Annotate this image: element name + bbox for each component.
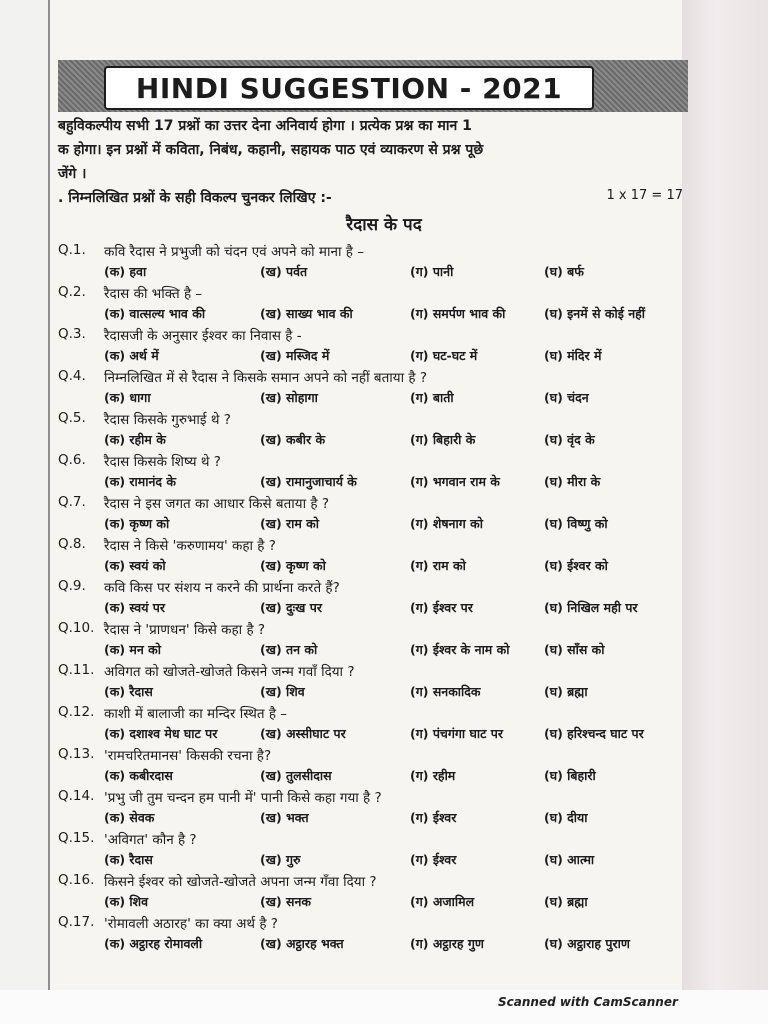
- page-left-edge: [48, 0, 50, 990]
- question-row: [58, 746, 683, 767]
- question-number: Q.12.: [58, 704, 95, 720]
- option-3: (ग) सनकादिक: [410, 684, 481, 699]
- question-row: [58, 536, 683, 557]
- option-2: (ख) पर्वत: [260, 264, 308, 279]
- question-row: [58, 368, 683, 389]
- option-4: (घ) साँस को: [544, 642, 605, 657]
- question-text: रैदास ने इस जगत का आधार किसे बताया है ?: [104, 496, 330, 512]
- option-1: (क) कबीरदास: [104, 768, 173, 783]
- intro-line: क होगा। इन प्रश्नों में कविता, निबंध, कहानी, सहायक पाठ एवं व्याकरण से प्रश्न पूछे: [58, 142, 484, 158]
- options-row: [104, 389, 684, 410]
- option-4: (घ) चंदन: [544, 390, 589, 405]
- question-row: [58, 326, 683, 347]
- question-row: [58, 410, 683, 431]
- option-1: (क) रैदास: [104, 852, 153, 867]
- question-number: Q.16.: [58, 872, 95, 888]
- question-list: [58, 242, 683, 956]
- option-3: (ग) बाती: [410, 390, 454, 405]
- option-3: (ग) ईश्वर: [410, 810, 457, 825]
- question-item: [58, 494, 683, 536]
- question-row: [58, 494, 683, 515]
- options-row: [104, 893, 684, 914]
- question-item: [58, 704, 683, 746]
- option-2: (ख) गुरु: [260, 852, 301, 867]
- question-number: Q.14.: [58, 788, 95, 804]
- intro-line: जेंगे ।: [58, 166, 87, 182]
- option-2: (ख) तन को: [260, 642, 318, 657]
- options-row: [104, 263, 684, 284]
- question-text: रैदास किसके शिष्य थे ?: [104, 454, 221, 470]
- options-row: [104, 683, 684, 704]
- question-text: 'प्रभु जी तुम चन्दन हम पानी में' पानी किसे कहा गया है ?: [104, 790, 382, 806]
- option-4: (घ) मीरा के: [544, 474, 601, 489]
- question-text: किसने ईश्वर को खोजते-खोजते अपना जन्म गँवा दिया ?: [104, 874, 377, 890]
- options-row: [104, 725, 684, 746]
- question-row: [58, 578, 683, 599]
- option-1: (क) कृष्ण को: [104, 516, 170, 531]
- options-row: [104, 305, 684, 326]
- question-text: निम्नलिखित में से रैदास ने किसके समान अपने को नहीं बताया है ?: [104, 370, 428, 386]
- question-item: [58, 284, 683, 326]
- question-text: रैदासजी के अनुसार ईश्वर का निवास है -: [104, 328, 302, 344]
- option-1: (क) दशाश्व मेध घाट पर: [104, 726, 218, 741]
- page-title: HINDI SUGGESTION - 2021: [104, 66, 594, 110]
- scanner-watermark: Scanned with CamScanner: [498, 995, 678, 1009]
- option-3: (ग) पानी: [410, 264, 454, 279]
- options-row: [104, 935, 684, 956]
- question-text: 'अविगत' कौन है ?: [104, 832, 197, 848]
- question-number: Q.5.: [58, 410, 86, 426]
- question-text: रैदास की भक्ति है –: [104, 286, 203, 302]
- instruction-row: [58, 188, 683, 210]
- instruction-text: . निम्नलिखित प्रश्नों के सही विकल्प चुनकर लिखिए :-: [58, 190, 332, 206]
- question-item: [58, 410, 683, 452]
- question-item: [58, 662, 683, 704]
- option-1: (क) हवा: [104, 264, 147, 279]
- question-text: रैदास किसके गुरुभाई थे ?: [104, 412, 231, 428]
- intro-paragraph: [58, 114, 683, 186]
- question-item: [58, 326, 683, 368]
- options-row: [104, 557, 684, 578]
- option-3: (ग) समर्पण भाव की: [410, 306, 506, 321]
- option-3: (ग) अट्ठारह गुण: [410, 936, 484, 951]
- question-text: 'रोमावली अठारह' का क्या अर्थ है ?: [104, 916, 278, 932]
- question-number: Q.8.: [58, 536, 86, 552]
- option-4: (घ) आत्मा: [544, 852, 595, 867]
- option-4: (घ) ईश्वर को: [544, 558, 608, 573]
- question-item: [58, 914, 683, 956]
- option-3: (ग) भगवान राम के: [410, 474, 500, 489]
- question-text: रैदास ने 'प्राणधन' किसे कहा है ?: [104, 622, 266, 638]
- options-row: [104, 809, 684, 830]
- option-2: (ख) तुलसीदास: [260, 768, 332, 783]
- option-3: (ग) पंचगंगा घाट पर: [410, 726, 504, 741]
- question-item: [58, 578, 683, 620]
- options-row: [104, 851, 684, 872]
- option-1: (क) वात्सल्य भाव की: [104, 306, 206, 321]
- option-1: (क) रहीम के: [104, 432, 166, 447]
- question-row: [58, 662, 683, 683]
- question-row: [58, 704, 683, 725]
- option-1: (क) स्वयं पर: [104, 600, 166, 615]
- option-2: (ख) सनक: [260, 894, 311, 909]
- option-2: (ख) शिव: [260, 684, 305, 699]
- question-item: [58, 788, 683, 830]
- option-4: (घ) ब्रह्मा: [544, 684, 588, 699]
- question-number: Q.2.: [58, 284, 86, 300]
- option-1: (क) स्वयं को: [104, 558, 166, 573]
- option-2: (ख) रामानुजाचार्य के: [260, 474, 357, 489]
- question-text: कवि रैदास ने प्रभुजी को चंदन एवं अपने को माना है –: [104, 244, 364, 260]
- option-4: (घ) मंदिर में: [544, 348, 602, 363]
- option-4: (घ) निखिल मही पर: [544, 600, 638, 615]
- option-3: (ग) घट-घट में: [410, 348, 478, 363]
- option-2: (ख) अस्सीघाट पर: [260, 726, 346, 741]
- option-2: (ख) कृष्ण को: [260, 558, 326, 573]
- option-4: (घ) दीया: [544, 810, 588, 825]
- option-3: (ग) बिहारी के: [410, 432, 476, 447]
- question-number: Q.11.: [58, 662, 95, 678]
- option-4: (घ) बिहारी: [544, 768, 596, 783]
- question-row: [58, 452, 683, 473]
- option-4: (घ) इनमें से कोई नहीं: [544, 306, 646, 321]
- option-1: (क) धागा: [104, 390, 151, 405]
- option-1: (क) मन को: [104, 642, 161, 657]
- question-row: [58, 914, 683, 935]
- question-text: रैदास ने किसे 'करुणामय' कहा है ?: [104, 538, 276, 554]
- question-row: [58, 788, 683, 809]
- question-text: कवि किस पर संशय न करने की प्रार्थना करते हैं?: [104, 580, 340, 596]
- option-1: (क) सेवक: [104, 810, 155, 825]
- options-row: [104, 431, 684, 452]
- question-item: [58, 536, 683, 578]
- question-text: अविगत को खोजते-खोजते किसने जन्म गवाँ दिया ?: [104, 664, 355, 680]
- question-item: [58, 368, 683, 410]
- option-2: (ख) अट्ठारह भक्त: [260, 936, 344, 951]
- option-1: (क) अट्ठारह रोमावली: [104, 936, 203, 951]
- intro-line: बहुविकल्पीय सभी 17 प्रश्नों का उत्तर देना अनिवार्य होगा । प्रत्येक प्रश्न का मान 1: [58, 118, 472, 134]
- option-4: (घ) हरिश्चन्द घाट पर: [544, 726, 644, 741]
- option-4: (घ) ब्रह्मा: [544, 894, 588, 909]
- option-3: (ग) शेषनाग को: [410, 516, 483, 531]
- option-3: (ग) ईश्वर पर: [410, 600, 473, 615]
- options-row: [104, 767, 684, 788]
- option-4: (घ) बर्फ: [544, 264, 584, 279]
- options-row: [104, 641, 684, 662]
- option-4: (घ) वृंद के: [544, 432, 595, 447]
- option-4: (घ) अट्ठाराह पुराण: [544, 936, 630, 951]
- option-2: (ख) कबीर के: [260, 432, 326, 447]
- option-2: (ख) दुःख पर: [260, 600, 322, 615]
- question-number: Q.4.: [58, 368, 86, 384]
- question-number: Q.6.: [58, 452, 86, 468]
- option-3: (ग) अजामिल: [410, 894, 475, 909]
- question-text: 'रामचरितमानस' किसकी रचना है?: [104, 748, 272, 764]
- question-item: [58, 242, 683, 284]
- option-2: (ख) साख्य भाव की: [260, 306, 353, 321]
- option-1: (क) शिव: [104, 894, 149, 909]
- option-3: (ग) राम को: [410, 558, 466, 573]
- options-row: [104, 473, 684, 494]
- options-row: [104, 515, 684, 536]
- option-1: (क) रैदास: [104, 684, 153, 699]
- question-number: Q.7.: [58, 494, 86, 510]
- option-4: (घ) विष्णु को: [544, 516, 608, 531]
- question-row: [58, 284, 683, 305]
- option-2: (ख) भक्त: [260, 810, 309, 825]
- option-3: (ग) ईश्वर: [410, 852, 457, 867]
- option-3: (ग) रहीम: [410, 768, 456, 783]
- question-item: [58, 872, 683, 914]
- option-1: (क) अर्थ में: [104, 348, 159, 363]
- options-row: [104, 347, 684, 368]
- question-row: [58, 242, 683, 263]
- question-number: Q.1.: [58, 242, 86, 258]
- option-2: (ख) राम को: [260, 516, 320, 531]
- question-item: [58, 452, 683, 494]
- question-item: [58, 620, 683, 662]
- question-number: Q.9.: [58, 578, 86, 594]
- option-2: (ख) मस्जिद में: [260, 348, 330, 363]
- marks-label: 1 x 17 = 17: [606, 188, 683, 203]
- question-number: Q.15.: [58, 830, 95, 846]
- question-number: Q.10.: [58, 620, 95, 636]
- section-title: रैदास के पद: [346, 215, 422, 235]
- question-item: [58, 746, 683, 788]
- question-row: [58, 872, 683, 893]
- question-number: Q.13.: [58, 746, 95, 762]
- question-row: [58, 830, 683, 851]
- question-row: [58, 620, 683, 641]
- options-row: [104, 599, 684, 620]
- question-item: [58, 830, 683, 872]
- question-number: Q.3.: [58, 326, 86, 342]
- question-number: Q.17.: [58, 914, 95, 930]
- option-2: (ख) सोहागा: [260, 390, 318, 405]
- question-text: काशी में बालाजी का मन्दिर स्थित है –: [104, 706, 288, 722]
- option-3: (ग) ईश्वर के नाम को: [410, 642, 510, 657]
- option-1: (क) रामानंद के: [104, 474, 176, 489]
- scan-shadow-band: [682, 0, 768, 990]
